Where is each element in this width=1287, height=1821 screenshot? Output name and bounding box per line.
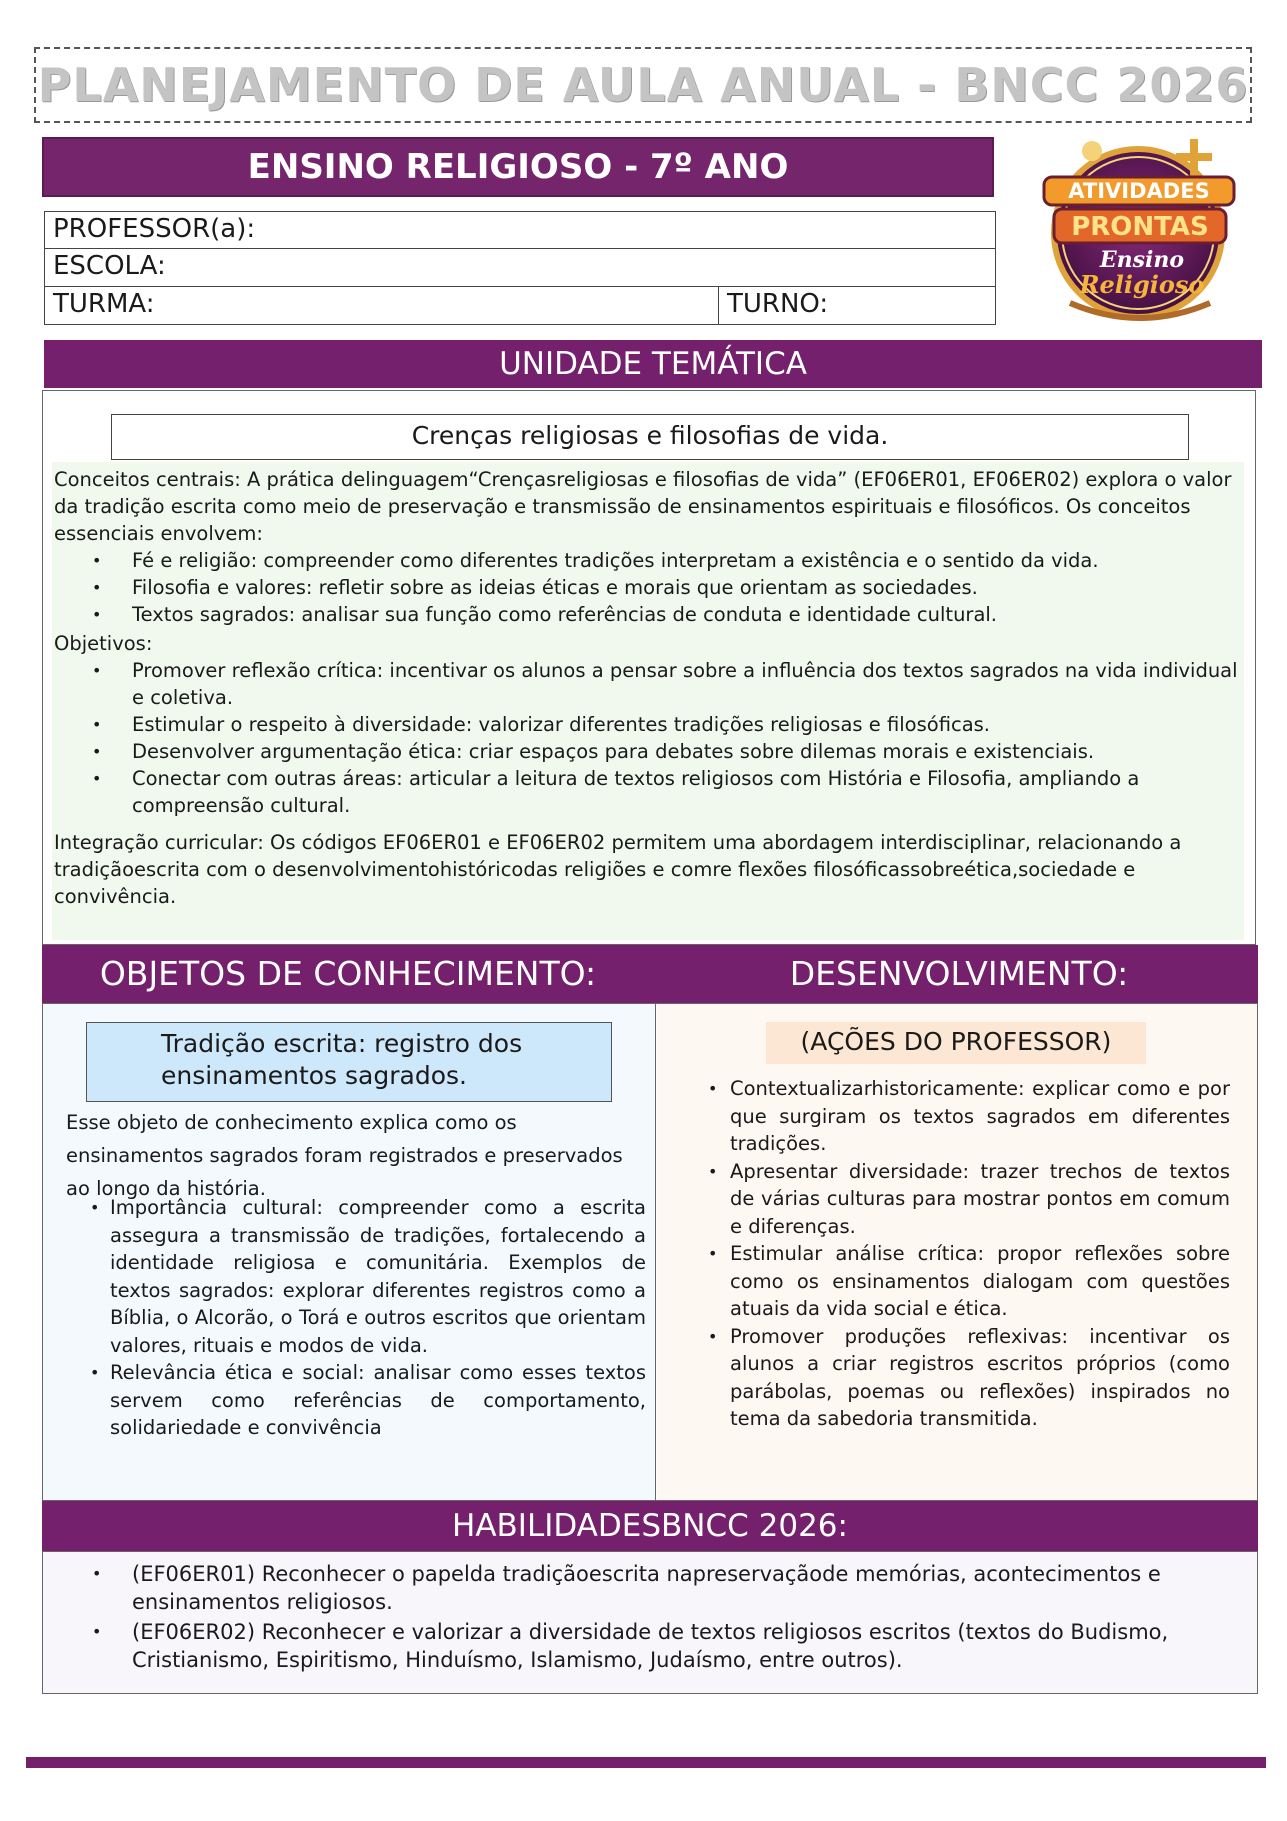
page-title: PLANEJAMENTO DE AULA ANUAL - BNCC 2026 — [34, 47, 1252, 123]
list-item: • Relevância ética e social: analisar como esses textos servem como referências de comportamento, solidariedade e convivência — [110, 1359, 646, 1442]
integration-text: Integração curricular: Os códigos EF06ER01 e EF06ER02 permitem uma abordagem interdisciplinar, relacionando a tradiçãoescrita com o desenvolvimentohistóricodas religiões e comre flexões filosóficassobreética,sociedade e convivência. — [54, 831, 1182, 908]
professor-label: PROFESSOR(a): — [53, 214, 256, 244]
teacher-actions-list — [700, 1075, 1230, 1433]
knowledge-object-intro: Esse objeto de conhecimento explica como os ensinamentos sagrados foram registrados e preservados ao longo da história. — [66, 1111, 623, 1200]
habilidades-header: HABILIDADESBNCC 2026: — [42, 1501, 1258, 1551]
escola-field[interactable] — [44, 249, 996, 287]
objectives-label: Objetivos: — [54, 632, 153, 655]
concepts-list — [54, 547, 1242, 628]
subject-banner: ENSINO RELIGIOSO - 7º ANO — [42, 137, 994, 197]
escola-label: ESCOLA: — [53, 251, 166, 281]
list-item: • Promover produções reflexivas: incentivar os alunos a criar registros escritos próprios (como parábolas, poemas ou reflexões) inspirados no tema da sabedoria transmitida. — [730, 1323, 1230, 1433]
turno-field[interactable] — [718, 287, 996, 325]
list-item: • Apresentar diversidade: trazer trechos de textos de várias culturas para mostrar pontos em comum e diferenças. — [730, 1158, 1230, 1241]
list-item: • Conectar com outras áreas: articular a leitura de textos religiosos com História e Filosofia, ampliando a compreensão cultural. — [132, 765, 1242, 819]
turma-label: TURMA: — [53, 289, 155, 319]
turno-label: TURNO: — [727, 289, 829, 319]
unidade-tematica-header: UNIDADE TEMÁTICA — [44, 340, 1262, 388]
knowledge-object-list — [66, 1194, 646, 1442]
logo-text-2: PRONTAS — [1071, 212, 1209, 242]
list-item: • Estimular o respeito à diversidade: valorizar diferentes tradições religiosas e filosóficas. — [132, 711, 1242, 738]
list-item: • Textos sagrados: analisar sua função como referências de conduta e identidade cultural. — [132, 601, 1242, 628]
list-item: • Importância cultural: compreender como a escrita assegura a transmissão de tradições, fortalecendo a identidade religiosa e comunitária. Exemplos de textos sagrados: explorar diferentes registros como a Bíblia, o Alcorão, o Torá e outros escritos que orientam valores, rituais e modos de vida. — [110, 1194, 646, 1359]
unidade-tematica-content — [52, 462, 1244, 940]
logo-text-4: Religioso — [1079, 270, 1205, 299]
habilidades-list — [52, 1560, 1248, 1676]
list-item: • Filosofia e valores: refletir sobre as ideias éticas e morais que orientam as sociedades. — [132, 574, 1242, 601]
teacher-actions-title: (AÇÕES DO PROFESSOR) — [766, 1022, 1146, 1064]
list-item: • Promover reflexão crítica: incentivar os alunos a pensar sobre a influência dos textos sagrados na vida individual e coletiva. — [132, 657, 1242, 711]
logo-text-3: Ensino — [1099, 247, 1185, 273]
desenvolvimento-header: DESENVOLVIMENTO: — [789, 954, 1129, 993]
list-item: • Desenvolver argumentação ética: criar espaços para debates sobre dilemas morais e existenciais. — [132, 738, 1242, 765]
unidade-tematica-title: Crenças religiosas e filosofias de vida. — [111, 414, 1189, 460]
list-item: • (EF06ER01) Reconhecer o papelda tradiçãoescrita napreservaçãode memórias, acontecimentos e ensinamentos religiosos. — [132, 1560, 1248, 1616]
knowledge-object-title: Tradição escrita: registro dos ensinamentos sagrados. — [86, 1022, 612, 1102]
list-item: • Estimular análise crítica: propor reflexões sobre como os ensinamentos dialogam com questões atuais da vida social e ética. — [730, 1240, 1230, 1323]
atividades-prontas-logo — [1030, 133, 1250, 333]
concepts-intro: Conceitos centrais: A prática delinguagem“Crençasreligiosas e filosofias de vida” (EF06ER01, EF06ER02) explora o valor da tradição escrita como meio de preservação e transmissão de ensinamentos espirituais e filosóficos. Os conceitos essenciais envolvem: — [54, 468, 1232, 545]
objetos-header: OBJETOS DE CONHECIMENTO: — [99, 954, 597, 993]
logo-text-1: ATIVIDADES — [1068, 179, 1210, 203]
professor-field[interactable] — [44, 211, 996, 249]
objectives-list — [54, 657, 1242, 819]
list-item: • Fé e religião: compreender como diferentes tradições interpretam a existência e o sentido da vida. — [132, 547, 1242, 574]
list-item: • Contextualizarhistoricamente: explicar como e por que surgiram os textos sagrados em diferentes tradições. — [730, 1075, 1230, 1158]
list-item: • (EF06ER02) Reconhecer e valorizar a diversidade de textos religiosos escritos (textos do Budismo, Cristianismo, Espiritismo, Hinduísmo, Islamismo, Judaísmo, entre outros). — [132, 1618, 1248, 1674]
footer-divider — [26, 1757, 1266, 1768]
